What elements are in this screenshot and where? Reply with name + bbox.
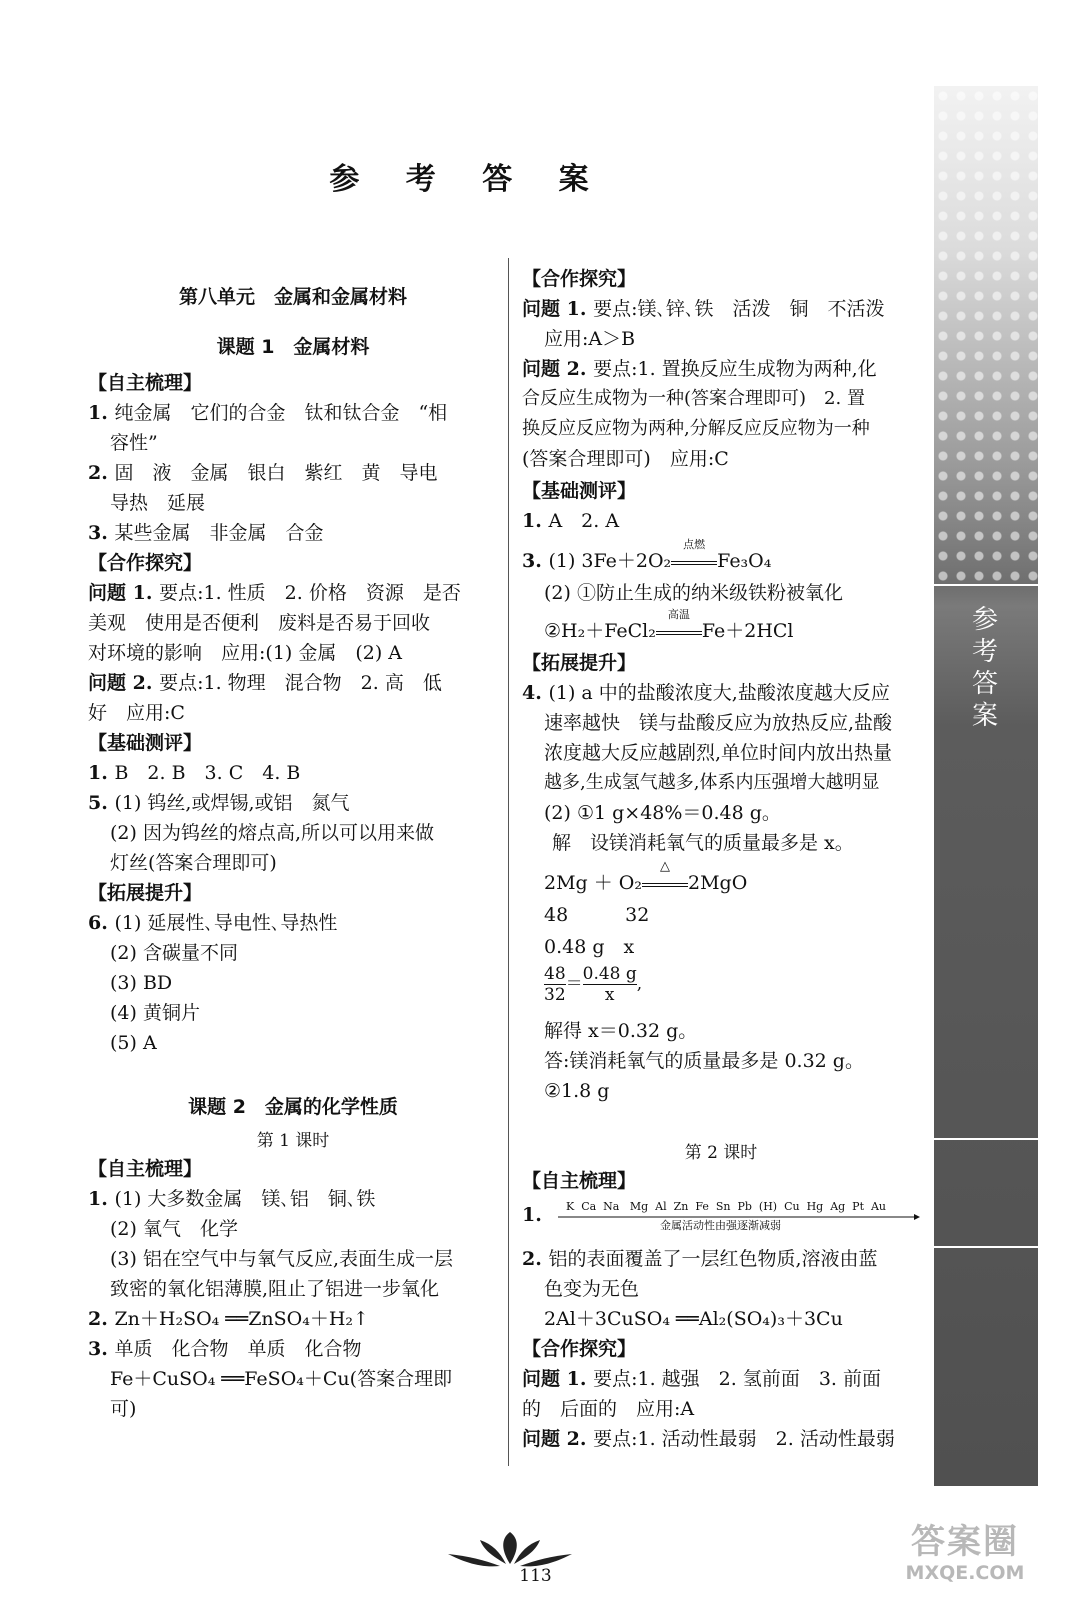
answer-text: ②1.8 g (544, 1080, 610, 1102)
answer-text: 换反应反应物为两种,分解反应反应物为一种 (522, 418, 870, 439)
fraction-equation: $\frac{48}{32}$ ＝ $\frac{0.48 g}{x}$ , (544, 964, 643, 1005)
answer-text: 要点:1. 置换反应生成物为两种,化 (593, 358, 877, 380)
answer-text: (3) BD (110, 972, 173, 994)
answer-text: 要点:1. 物理 混合物 2. 高 低 (159, 672, 442, 694)
page-title: 参 考 答 案 (329, 162, 607, 197)
tab-divider (934, 1138, 1038, 1140)
tab-divider (934, 1246, 1038, 1248)
answer-text: 导热 延展 (110, 492, 206, 514)
answer-text: (答案合理即可) 应用:C (522, 448, 729, 470)
answer-text: (4) 黄铜片 (110, 1002, 200, 1024)
answer-text: 可) (110, 1398, 137, 1420)
item-number: 2. (88, 462, 115, 484)
answer-text: 致密的氧化铝薄膜,阻止了铝进一步氧化 (110, 1278, 440, 1300)
answer-text: 合反应生成物为一种(答案合理即可) 2. 置 (522, 388, 865, 409)
denominator: 32 (544, 985, 566, 1005)
answer-text: 好 应用:C (88, 702, 185, 724)
item-number: 1. (88, 1188, 115, 1210)
answer-text: 应用:A＞B (544, 328, 636, 350)
activity-caption: 金属活动性由强逐渐减弱 (660, 1219, 781, 1232)
reaction-condition (656, 608, 702, 644)
page-number: 113 (519, 1566, 552, 1586)
equation: 2Al＋3CuSO₄ ══Al₂(SO₄)₃＋3Cu (544, 1308, 843, 1330)
answer-text: (5) A (110, 1032, 157, 1054)
answer-text: 浓度越大反应越剧烈,单位时间内放出热量 (544, 742, 893, 764)
activity-series: K Ca Na Mg Al Zn Fe Sn Pb (H) Cu Hg Ag Pt Au (566, 1200, 887, 1213)
answer-text: (2) ①1 g×48%＝0.48 g。 (544, 802, 781, 824)
equals-bar (656, 634, 702, 635)
reaction-condition (642, 859, 688, 896)
condition-text: 高温 (667, 608, 690, 621)
answer-text: 速率越快 镁与盐酸反应为放热反应,盐酸 (544, 712, 893, 734)
answer-text: 美观 使用是否便利 废料是否易于回收 (88, 612, 431, 634)
period-heading: 第 1 课时 (256, 1131, 330, 1151)
item-number: 1. (522, 510, 549, 532)
equation-row (522, 538, 772, 574)
answer-text: 解得 x＝0.32 g。 (544, 1020, 698, 1042)
answer-text: 对环境的影响 应用:(1) 金属 (2) A (88, 642, 403, 664)
section-tab (934, 86, 1038, 1486)
condition-text: △ (659, 859, 670, 874)
answer-text: (3) 铝在空气中与氧气反应,表面生成一层 (110, 1248, 453, 1270)
answer-text: (1) 大多数金属 镁､铝 铜､铁 (114, 1188, 376, 1210)
equation: Fe＋CuSO₄ ══FeSO₄＋Cu(答案合理即 (110, 1368, 453, 1390)
answer-text: 要点:1. 越强 2. 氢前面 3. 前面 (593, 1368, 881, 1390)
equation-row (544, 859, 748, 896)
answer-text: 的 后面的 应用:A (522, 1398, 695, 1420)
section-label: 【拓展提升】 (88, 882, 203, 904)
answer-text: 要点:1. 性质 2. 价格 资源 是否 (159, 582, 461, 604)
equals-bar (642, 886, 688, 887)
question-label: 问题 2. (522, 1428, 594, 1450)
question-label: 问题 2. (522, 358, 594, 380)
equals-bar (656, 631, 702, 632)
answer-text: 铝的表面覆盖了一层红色物质,溶液由蓝 (548, 1248, 878, 1270)
column-divider (508, 258, 509, 1466)
tab-divider (934, 584, 1038, 586)
item-number: 5. (88, 792, 115, 814)
item-number: 6. (88, 912, 115, 934)
answer-text: 纯金属 它们的合金 钛和钛合金 “相 (114, 402, 448, 424)
item-number: 4. (522, 682, 549, 704)
section-label: 【自主梳理】 (88, 1158, 203, 1180)
section-label: 【合作探究】 (522, 1338, 637, 1360)
answer-text: (2) ①防止生成的纳米级铁粉被氧化 (544, 582, 843, 604)
item-number: 3. (522, 550, 549, 572)
item-number: 1. (88, 762, 115, 784)
item-number: 1. (522, 1204, 542, 1226)
sidebar-label: 参考答案 (971, 605, 998, 731)
equation: Zn＋H₂SO₄ ══ZnSO₄＋H₂↑ (114, 1308, 369, 1330)
question-label: 问题 1. (522, 298, 594, 320)
section-label: 【自主梳理】 (88, 372, 203, 394)
fraction (544, 964, 566, 1005)
equals-bar (642, 883, 688, 884)
answer-text: 要点:镁､锌､铁 活泼 铜 不活泼 (593, 298, 885, 320)
answer-text: 0.48 g x (544, 936, 635, 958)
answer-text: 色变为无色 (544, 1278, 640, 1300)
item-number: 1. (88, 402, 115, 424)
denominator: x (604, 985, 615, 1005)
watermark (870, 1522, 1060, 1594)
equation-right: Fe＋2HCl (701, 620, 794, 642)
section-label: 【自主梳理】 (522, 1170, 637, 1192)
equation-right: 2MgO (687, 872, 748, 894)
answer-text: 答:镁消耗氧气的质量最多是 0.32 g。 (544, 1050, 864, 1072)
answer-text: (2) 含碳量不同 (110, 942, 238, 964)
watermark-url: MXQE.COM (905, 1562, 1025, 1584)
answer-text: (1) 钨丝,或焊锡,或铝 氮气 (114, 792, 350, 814)
section-label: 【基础测评】 (88, 732, 203, 754)
answer-text: 灯丝(答案合理即可) (110, 852, 277, 874)
numerator: 0.48 g (582, 964, 637, 984)
equation-right: Fe₃O₄ (717, 550, 772, 572)
answer-text: 解 设镁消耗氧气的质量最多是 x。 (552, 832, 854, 854)
equals-bar (671, 564, 717, 565)
answer-text: A 2. A (548, 510, 620, 532)
condition-text: 点燃 (683, 538, 706, 551)
question-label: 问题 1. (522, 1368, 594, 1390)
equation-left: (1) 3Fe＋2O₂ (548, 550, 672, 572)
item-number: 2. (522, 1248, 549, 1270)
answer-text: 容性” (110, 432, 158, 454)
section-label: 【合作探究】 (88, 552, 203, 574)
period-heading: 第 2 课时 (684, 1143, 758, 1163)
answer-text: 某些金属 非金属 合金 (114, 522, 324, 544)
section-label: 【合作探究】 (522, 268, 637, 290)
unit-heading: 第八单元 金属和金属材料 (178, 286, 407, 308)
dot-pattern (934, 86, 1038, 586)
equation-left: ②H₂＋FeCl₂ (544, 620, 656, 642)
answer-text: 越多,生成氢气越多,体系内压强增大越明显 (544, 772, 880, 793)
item-number: 3. (88, 1338, 115, 1360)
equation-left: 2Mg ＋ O₂ (544, 872, 642, 894)
answer-text: (1) 延展性､导电性､导热性 (114, 912, 338, 934)
section-label: 【拓展提升】 (522, 652, 637, 674)
question-label: 问题 1. (88, 582, 160, 604)
equation-row (544, 608, 794, 644)
section-label: 【基础测评】 (522, 480, 637, 502)
answer-text: 固 液 金属 银白 紫红 黄 导电 (114, 462, 438, 484)
item-number: 2. (88, 1308, 115, 1330)
answer-text: B 2. B 3. C 4. B (114, 762, 301, 784)
answer-text: (2) 氧气 化学 (110, 1218, 238, 1240)
lesson-heading: 课题 1 金属材料 (216, 336, 370, 358)
reaction-condition (671, 538, 717, 574)
equals-bar (671, 561, 717, 562)
answer-text: (1) a 中的盐酸浓度大,盐酸浓度越大反应 (548, 682, 890, 704)
fraction (583, 964, 637, 1005)
answer-text: 48 32 (544, 904, 650, 926)
numerator: 48 (544, 964, 566, 984)
answer-text: 单质 化合物 单质 化合物 (114, 1338, 362, 1360)
answer-text: (2) 因为钨丝的熔点高,所以可以用来做 (110, 822, 434, 844)
question-label: 问题 2. (88, 672, 160, 694)
watermark-logo: 答案圈 (911, 1522, 1019, 1562)
item-number: 3. (88, 522, 115, 544)
lesson-heading: 课题 2 金属的化学性质 (188, 1096, 398, 1118)
answer-text: 要点:1. 活动性最弱 2. 活动性最弱 (593, 1428, 895, 1450)
